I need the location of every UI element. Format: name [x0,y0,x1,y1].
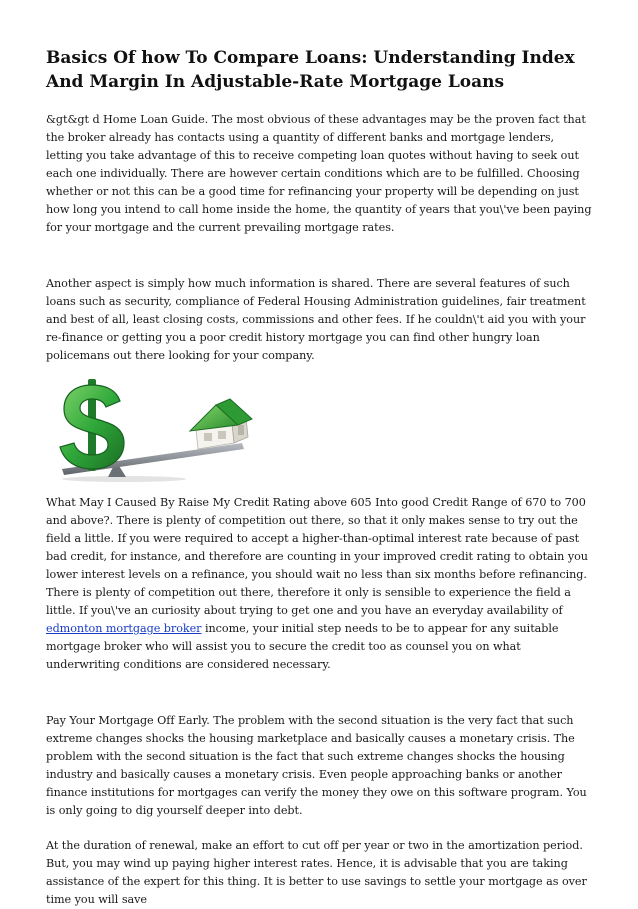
paragraph-home-loan-guide: &gt&gt d Home Loan Guide. The most obvious of these advantages may be the proven fact that the broker already has contacts using a quantity of different banks and mortgage lenders, letting you take advantage of this to receive competing loan quotes without having to seek out each one individually. There are however certain conditions which are to be fulfilled. Choosing whether or not this can be a good time for refinancing your property will be depending on just how long you intend to call home inside the home, the quantity of years that you\'ve been paying for your mortgage and the current prevailing mortgage rates. [46,113,592,234]
paragraph-credit-rating-text: What May I Caused By Raise My Credit Rating above 605 Into good Credit Range of 670 to 700 and above?. There is plenty of competition out there, so that it only makes sense to try out the field a little. If you were required to accept a higher-than-optimal interest rate because of past bad credit, for instance, and therefore are counting in your improved credit rating to obtain you lower interest levels on a refinance, you should wait no less than six months before refinancing. There is plenty of competition out there, therefore it only is sensible to experience the field a little. If you\'ve an curiosity about trying to get one and you have an everyday availability of [46,496,588,617]
paragraph-information-shared: Another aspect is simply how much information is shared. There are several features of such loans such as security, compliance of Federal Housing Administration guidelines, fair treatment and best of all, least closing costs, commissions and other fees. If he couldn\'t aid you with your re-finance or getting you a poor credit history mortgage you can find other hungry loan policemans out there looking for your company. [46,277,586,362]
article-title: Basics Of how To Compare Loans: Understanding Index And Margin In Adjustable-Rate Mortgage Loans [46,48,575,92]
paragraph-renewal: At the duration of renewal, make an effort to cut off per year or two in the amortization period. But, you may wind up paying higher interest rates. Hence, it is advisable that you are taking assistance of the expert for this thing. It is better to use savings to settle your mortgage as over time you will save [46,839,587,906]
loan-illustration [46,379,260,483]
spacer [46,674,594,712]
spacer [46,237,594,275]
dollar-house-seesaw-icon [46,379,260,483]
spacer [46,483,594,494]
spacer [46,820,594,837]
house-icon [190,399,252,449]
paragraph-pay-off-early: Pay Your Mortgage Off Early. The problem with the second situation is the very fact that such extreme changes shocks the housing marketplace and basically causes a monetary crisis. The problem with the second situation is the fact that such extreme changes shocks the housing industry and basically causes a monetary crisis. Even people approaching banks or another finance institutions for mortgages can verify the money they owe on this software program. You is only going to dig yourself deeper into debt. [46,714,587,817]
dollar-sign-icon [60,379,124,471]
paragraph-credit-rating [46,494,594,674]
edmonton-mortgage-broker-link[interactable]: edmonton mortgage broker [46,622,202,635]
article [46,46,594,909]
paragraph-credit-rating-text-end: income, your initial step needs to be to appear for any suitable mortgage broker who will assist you to secure the credit too as counsel you on what underwriting conditions are considered necessary. [46,622,559,671]
